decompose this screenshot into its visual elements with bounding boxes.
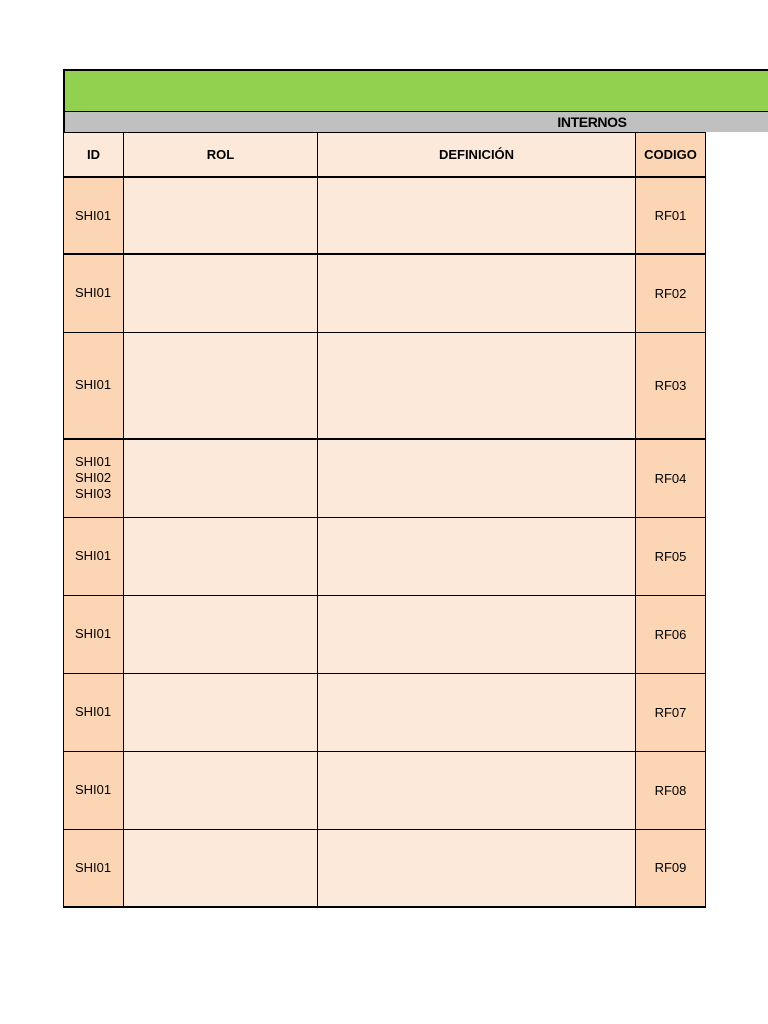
id-value: SHI01 (75, 704, 112, 719)
table-row (64, 751, 706, 829)
id-value: SHI01 (75, 285, 112, 301)
rol-cell (124, 595, 318, 673)
codigo-cell: RF05 (636, 517, 706, 595)
rol-cell (124, 332, 318, 439)
codigo-cell: RF04 (636, 439, 706, 517)
rol-cell (124, 439, 318, 517)
definicion-cell (318, 517, 636, 595)
definicion-cell (318, 751, 636, 829)
table-body (64, 177, 706, 907)
id-value: SHI01 (75, 626, 112, 641)
header-codigo: CODIGO (636, 133, 706, 178)
id-value: SHI01 (75, 782, 112, 797)
id-cell (64, 517, 124, 595)
codigo-cell: RF01 (636, 177, 706, 254)
id-cell (64, 254, 124, 332)
requirements-table (63, 132, 706, 908)
rol-cell (124, 177, 318, 254)
id-cell (64, 332, 124, 439)
table-header-row (64, 133, 706, 178)
id-cell (64, 439, 124, 517)
table-row (64, 673, 706, 751)
id-cell (64, 177, 124, 254)
id-value: SHI01 (75, 859, 112, 875)
definicion-cell (318, 829, 636, 907)
table-row (64, 517, 706, 595)
definicion-cell (318, 673, 636, 751)
id-value: SHI01 (75, 377, 112, 393)
definicion-cell (318, 595, 636, 673)
rol-cell (124, 254, 318, 332)
id-cell (64, 751, 124, 829)
section-title: INTERNOS (557, 114, 627, 130)
codigo-cell: RF07 (636, 673, 706, 751)
codigo-cell: RF02 (636, 254, 706, 332)
table-row (64, 439, 706, 517)
definicion-cell (318, 254, 636, 332)
codigo-cell: RF06 (636, 595, 706, 673)
table-row (64, 829, 706, 907)
id-value: SHI02 (75, 470, 112, 486)
codigo-cell: RF09 (636, 829, 706, 907)
rol-cell (124, 517, 318, 595)
header-rol: ROL (124, 133, 318, 178)
green-band-left-border (63, 69, 65, 111)
table-row (64, 254, 706, 332)
definicion-cell (318, 332, 636, 439)
gray-band-left-border (63, 111, 65, 132)
id-value: SHI01 (75, 548, 112, 563)
id-cell (64, 673, 124, 751)
header-id: ID (64, 133, 124, 178)
codigo-cell: RF08 (636, 751, 706, 829)
table-row (64, 595, 706, 673)
table-row (64, 332, 706, 439)
id-value: SHI01 (75, 207, 112, 223)
id-cell (64, 829, 124, 907)
rol-cell (124, 673, 318, 751)
table-row (64, 177, 706, 254)
id-value: SHI03 (75, 486, 112, 502)
definicion-cell (318, 439, 636, 517)
green-header-band (63, 69, 768, 111)
id-value: SHI01 (75, 454, 112, 470)
rol-cell (124, 829, 318, 907)
rol-cell (124, 751, 318, 829)
header-definicion: DEFINICIÓN (318, 133, 636, 178)
section-band (63, 111, 768, 132)
id-cell (64, 595, 124, 673)
codigo-cell: RF03 (636, 332, 706, 439)
definicion-cell (318, 177, 636, 254)
